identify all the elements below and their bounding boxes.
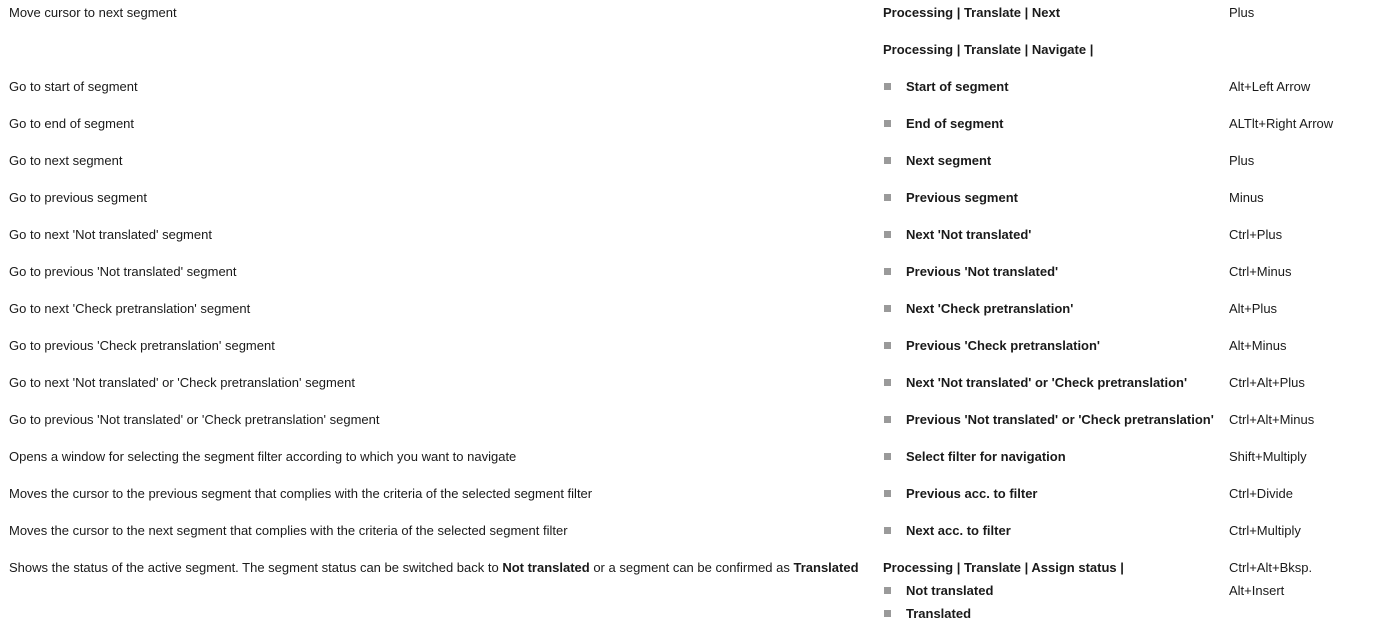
shortcut-key: Shift+Multiply bbox=[1229, 449, 1307, 464]
shortcut-key: Ctrl+Divide bbox=[1229, 486, 1293, 501]
row-description: Go to start of segment bbox=[9, 79, 138, 94]
row-description: Go to next segment bbox=[9, 153, 123, 168]
row-description: Moves the cursor to the previous segment that complies with the criteria of the selected segment filter bbox=[9, 486, 593, 501]
table-row bbox=[0, 520, 1381, 540]
menu-item: Select filter for navigation bbox=[906, 449, 1066, 464]
table-row bbox=[0, 483, 1381, 503]
table-row bbox=[0, 150, 1381, 170]
table-row bbox=[0, 39, 1381, 59]
menu-item: Previous 'Not translated' or 'Check pretranslation' bbox=[906, 412, 1214, 427]
row-description: Moves the cursor to the next segment that complies with the criteria of the selected segment filter bbox=[9, 523, 568, 538]
square-bullet-icon bbox=[884, 305, 891, 312]
menu-item: Start of segment bbox=[906, 79, 1009, 94]
status-row bbox=[0, 557, 1381, 577]
row-description: Go to next 'Not translated' segment bbox=[9, 227, 212, 242]
row-description: Go to previous segment bbox=[9, 190, 148, 205]
menu-path: Processing | Translate | Navigate | bbox=[883, 42, 1094, 57]
shortcut-key: Alt+Insert bbox=[1229, 583, 1285, 598]
square-bullet-icon bbox=[884, 610, 891, 617]
menu-item: Previous 'Not translated' bbox=[906, 264, 1059, 279]
menu-path: Processing | Translate | Next bbox=[883, 5, 1061, 20]
square-bullet-icon bbox=[884, 587, 891, 594]
square-bullet-icon bbox=[884, 379, 891, 386]
shortcut-key: Ctrl+Multiply bbox=[1229, 523, 1301, 538]
table-row bbox=[0, 187, 1381, 207]
menu-item: Previous segment bbox=[906, 190, 1018, 205]
table-row bbox=[0, 446, 1381, 466]
menu-item: Translated bbox=[906, 606, 972, 621]
status-desc-bold: Not translated bbox=[502, 560, 590, 575]
shortcut-key: Ctrl+Alt+Minus bbox=[1229, 412, 1315, 427]
table-row bbox=[0, 409, 1381, 429]
status-desc-text: or a segment can be confirmed as bbox=[589, 560, 794, 575]
row-description: Go to end of segment bbox=[9, 116, 135, 131]
table-row bbox=[0, 603, 1381, 623]
table-row bbox=[0, 113, 1381, 133]
table-row bbox=[0, 224, 1381, 244]
table-row bbox=[0, 372, 1381, 392]
row-description: Go to next 'Check pretranslation' segment bbox=[9, 301, 251, 316]
status-desc-bold: Translated bbox=[793, 560, 859, 575]
menu-item: Next segment bbox=[906, 153, 992, 168]
row-description: Opens a window for selecting the segment filter according to which you want to navigate bbox=[9, 449, 517, 464]
table-row bbox=[0, 298, 1381, 318]
menu-item: Previous 'Check pretranslation' bbox=[906, 338, 1101, 353]
row-description: Move cursor to next segment bbox=[9, 5, 177, 20]
square-bullet-icon bbox=[884, 194, 891, 201]
row-description: Go to previous 'Not translated' segment bbox=[9, 264, 237, 279]
shortcut-key: Plus bbox=[1229, 5, 1255, 20]
table-row bbox=[0, 335, 1381, 355]
square-bullet-icon bbox=[884, 83, 891, 90]
row-description: Go to next 'Not translated' or 'Check pretranslation' segment bbox=[9, 375, 355, 390]
square-bullet-icon bbox=[884, 342, 891, 349]
menu-item: Previous acc. to filter bbox=[906, 486, 1038, 501]
square-bullet-icon bbox=[884, 157, 891, 164]
shortcut-key: Ctrl+Alt+Plus bbox=[1229, 375, 1305, 390]
table-row bbox=[0, 580, 1381, 600]
shortcut-key: Plus bbox=[1229, 153, 1255, 168]
square-bullet-icon bbox=[884, 527, 891, 534]
shortcut-key: ALTlt+Right Arrow bbox=[1229, 116, 1334, 131]
square-bullet-icon bbox=[884, 490, 891, 497]
shortcut-key: Alt+Minus bbox=[1229, 338, 1287, 353]
row-description: Go to previous 'Not translated' or 'Check pretranslation' segment bbox=[9, 412, 380, 427]
menu-item: Not translated bbox=[906, 583, 994, 598]
shortcut-key: Minus bbox=[1229, 190, 1264, 205]
row-description bbox=[9, 560, 859, 575]
menu-item: End of segment bbox=[906, 116, 1004, 131]
shortcut-key: Alt+Left Arrow bbox=[1229, 79, 1311, 94]
menu-item: Next 'Not translated' bbox=[906, 227, 1032, 242]
square-bullet-icon bbox=[884, 453, 891, 460]
menu-item: Next 'Check pretranslation' bbox=[906, 301, 1074, 316]
row-description: Go to previous 'Check pretranslation' segment bbox=[9, 338, 275, 353]
square-bullet-icon bbox=[884, 416, 891, 423]
status-desc-text: Shows the status of the active segment. The segment status can be switched back to bbox=[9, 560, 503, 575]
shortcut-key: Ctrl+Alt+Bksp. bbox=[1229, 560, 1313, 575]
menu-path: Processing | Translate | Assign status | bbox=[883, 560, 1124, 575]
shortcut-key: Ctrl+Plus bbox=[1229, 227, 1283, 242]
table-row bbox=[0, 76, 1381, 96]
table-row bbox=[0, 261, 1381, 281]
menu-item: Next 'Not translated' or 'Check pretranslation' bbox=[906, 375, 1188, 390]
square-bullet-icon bbox=[884, 268, 891, 275]
square-bullet-icon bbox=[884, 231, 891, 238]
menu-item: Next acc. to filter bbox=[906, 523, 1011, 538]
shortcut-key: Alt+Plus bbox=[1229, 301, 1278, 316]
square-bullet-icon bbox=[884, 120, 891, 127]
shortcut-key: Ctrl+Minus bbox=[1229, 264, 1292, 279]
table-row bbox=[0, 2, 1381, 22]
